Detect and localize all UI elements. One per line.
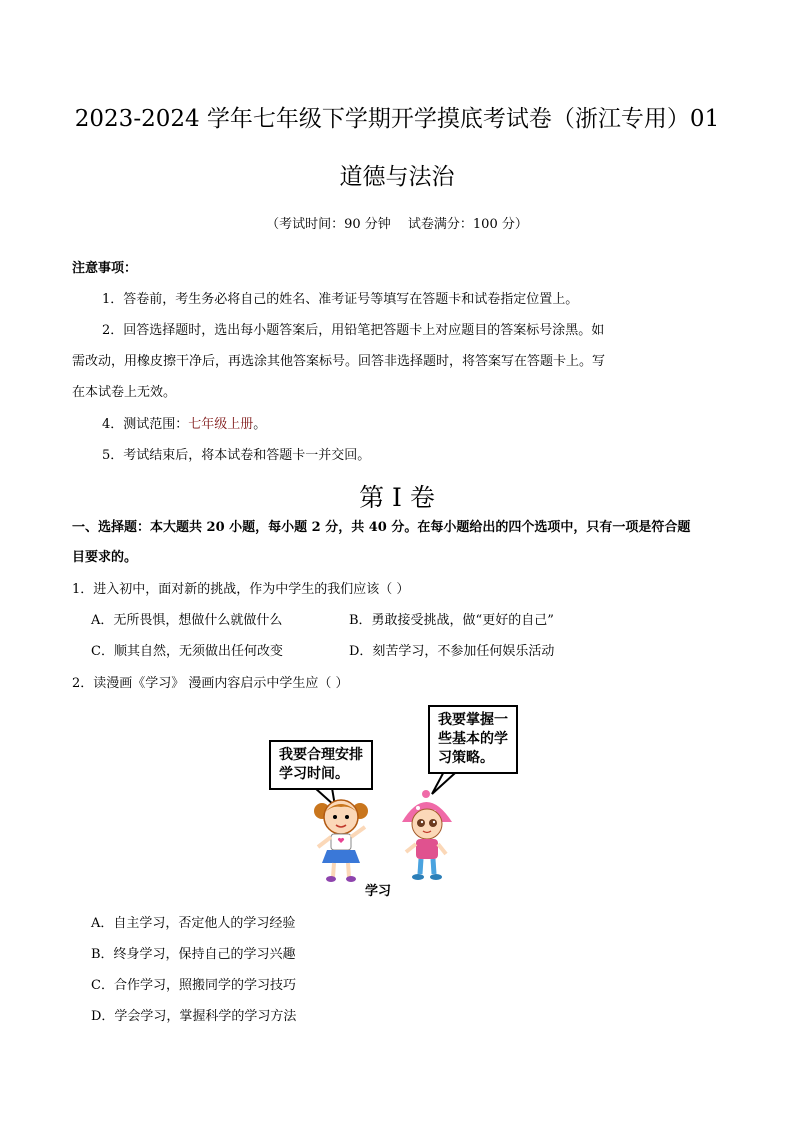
question-1-option-b: B．勇敢接受挑战，做“更好的自己” [349, 613, 554, 628]
notice-item-2-line-3: 在本试卷上无效。 [72, 385, 177, 400]
right-bubble-line-1: 我要掌握一 [438, 712, 508, 728]
left-bubble-line-1: 我要合理安排 [279, 747, 363, 763]
notice-item-4-suffix: 。 [253, 417, 267, 432]
right-bubble-line-2: 些基本的学 [438, 731, 508, 747]
exam-title: 2023-2024 学年七年级下学期开学摸底考试卷（浙江专用）01 [74, 106, 720, 132]
right-speech-bubble [428, 705, 518, 774]
notice-item-5: 5．考试结束后，将本试卷和答题卡一并交回。 [102, 448, 371, 463]
notice-item-1: 1．答卷前，考生务必将自己的姓名、准考证号等填写在答题卡和试卷指定位置上。 [102, 292, 579, 307]
left-bubble-line-2: 学习时间。 [279, 766, 349, 782]
question-1-option-d: D．刻苦学习，不参加任何娱乐活动 [349, 644, 555, 659]
notice-item-2-line-2: 需改动，用橡皮擦干净后，再选涂其他答案标号。回答非选择题时，将答案写在答题卡上。写 [72, 354, 606, 369]
subject-title: 道德与法治 [339, 164, 455, 190]
question-2-option-d: D．学会学习，掌握科学的学习方法 [91, 1009, 297, 1024]
question-1-stem: 1．进入初中，面对新的挑战，作为中学生的我们应该（ ） [72, 582, 410, 597]
cartoon-caption: 学习 [365, 884, 392, 899]
question-1-option-a: A．无所畏惧，想做什么就做什么 [91, 613, 283, 628]
test-scope: 七年级上册 [188, 417, 254, 432]
right-bubble-line-3: 习策略。 [438, 750, 494, 766]
question-2-option-b: B．终身学习，保持自己的学习兴趣 [91, 947, 296, 962]
question-2-option-c: C．合作学习，照搬同学的学习技巧 [91, 978, 296, 993]
boy-illustration [396, 790, 460, 882]
section-title: 第 I 卷 [359, 483, 435, 512]
question-2-option-a: A．自主学习，否定他人的学习经验 [91, 916, 296, 931]
section-instructions-line-2: 目要求的。 [72, 550, 138, 565]
notice-heading: 注意事项： [72, 261, 138, 276]
section-instructions-line-1: 一、选择题：本大题共 20 小题，每小题 2 分，共 40 分。在每小题给出的四个选项中，只有一项是符合题 [72, 520, 691, 535]
notice-item-2-line-1: 2．回答选择题时，选出每小题答案后，用铅笔把答题卡上对应题目的答案标号涂黑。如 [102, 323, 605, 338]
question-1-option-c: C．顺其自然，无须做出任何改变 [91, 644, 283, 659]
notice-item-4-prefix: 4．测试范围： [102, 417, 189, 432]
exam-info: （考试时间：90 分钟 试卷满分：100 分） [266, 217, 528, 232]
girl-illustration [310, 795, 370, 885]
left-speech-bubble [269, 740, 373, 790]
question-2-stem: 2．读漫画《学习》 漫画内容启示中学生应（ ） [72, 676, 349, 691]
